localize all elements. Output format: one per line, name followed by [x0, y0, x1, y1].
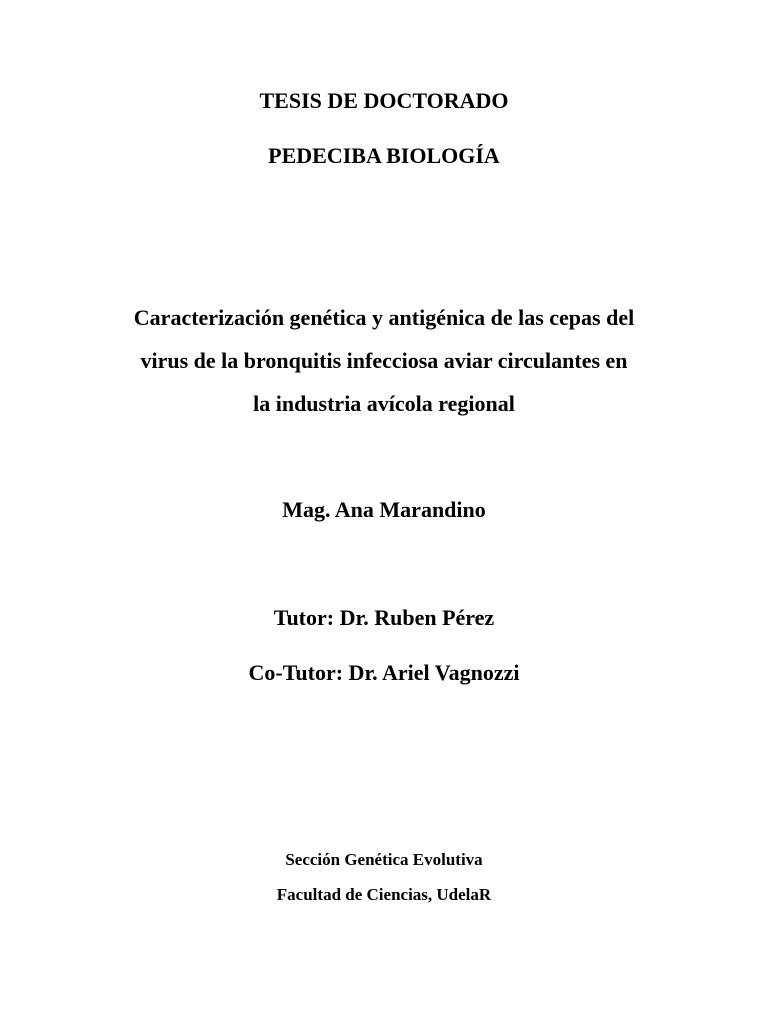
- thesis-title-line-3: la industria avícola regional: [253, 391, 515, 416]
- thesis-title-line-2: virus de la bronquitis infecciosa aviar circulantes en: [140, 348, 628, 373]
- section-name: Sección Genética Evolutiva: [285, 850, 483, 869]
- program-heading: PEDECIBA BIOLOGÍA: [268, 143, 500, 168]
- tutor-line: Tutor: Dr. Ruben Pérez: [273, 605, 495, 630]
- thesis-title-line-1: Caracterización genética y antigénica de las cepas del: [133, 305, 635, 330]
- degree-heading: TESIS DE DOCTORADO: [259, 88, 509, 113]
- co-tutor-line: Co-Tutor: Dr. Ariel Vagnozzi: [248, 660, 520, 685]
- author-name: Mag. Ana Marandino: [282, 497, 486, 522]
- faculty-name: Facultad de Ciencias, UdelaR: [276, 885, 492, 904]
